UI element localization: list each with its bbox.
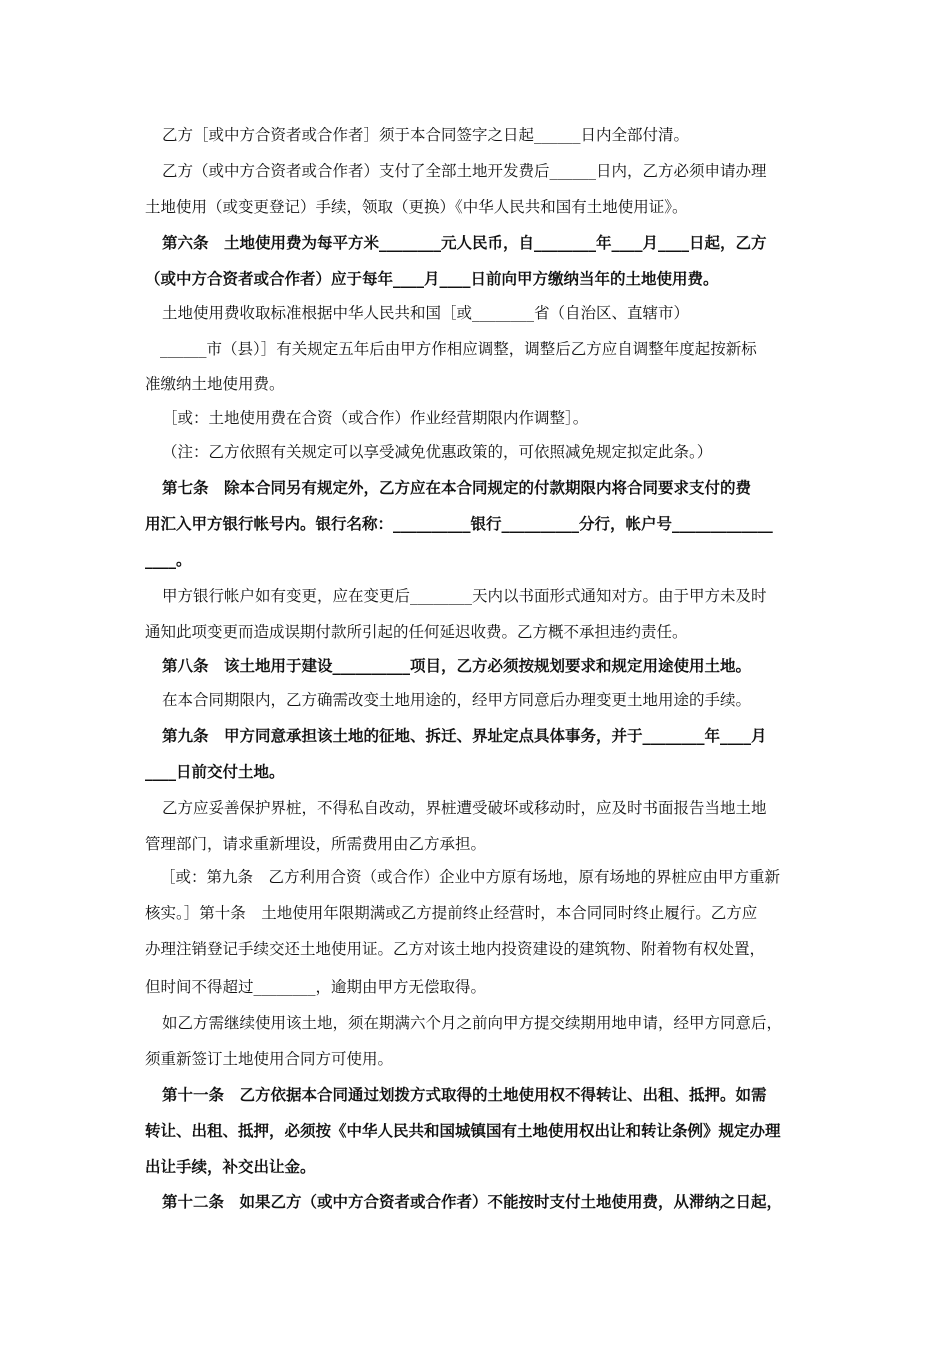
text-line: 乙方（或中方合资者或合作者）支付了全部土地开发费后______日内，乙方必须申请办理	[162, 162, 767, 180]
article-9-line: 第九条 甲方同意承担该土地的征地、拆迁、界址定点具体事务，并于________年____月	[162, 726, 767, 745]
text-line: 准缴纳土地使用费。	[145, 375, 285, 393]
text-line: 办理注销登记手续交还土地使用证。乙方对该土地内投资建设的建筑物、附着物有权处置，	[145, 940, 766, 958]
text-line: ［或：土地使用费在合资（或合作）作业经营期限内作调整］。	[162, 409, 589, 427]
article-7-line: 第七条 除本合同另有规定外，乙方应在本合同规定的付款期限内将合同要求支付的费	[162, 478, 752, 497]
text-line: 土地使用费收取标准根据中华人民共和国［或________省（自治区、直辖市）	[162, 304, 690, 322]
article-11-line: 第十一条 乙方依据本合同通过划拨方式取得的土地使用权不得转让、出租、抵押。如需	[162, 1085, 767, 1104]
text-line: 但时间不得超过________，逾期由甲方无偿取得。	[145, 978, 487, 996]
text-line: 乙方［或中方合资者或合作者］须于本合同签字之日起______日内全部付清。	[162, 126, 690, 144]
text-line: 在本合同期限内，乙方确需改变土地用途的，经甲方同意后办理变更土地用途的手续。	[162, 691, 752, 709]
text-line: 管理部门，请求重新埋设，所需费用由乙方承担。	[145, 835, 487, 853]
note-line: （注：乙方依照有关规定可以享受减免优惠政策的，可依照减免规定拟定此条。）	[162, 443, 713, 461]
article-12-line: 第十二条 如果乙方（或中方合资者或合作者）不能按时支付土地使用费，从滞纳之日起，	[162, 1192, 783, 1211]
article-8-line: 第八条 该土地用于建设__________项目，乙方必须按规划要求和规定用途使用土地。	[162, 656, 752, 675]
text-line: 乙方应妥善保护界桩，不得私自改动，界桩遭受破坏或移动时，应及时书面报告当地土地	[162, 799, 767, 817]
text-line: 通知此项变更而造成误期付款所引起的任何延迟收费。乙方概不承担违约责任。	[145, 623, 688, 641]
article-9-line: ____日前交付土地。	[145, 762, 285, 781]
text-line: ［或：第九条 乙方利用合资（或合作）企业中方原有场地，原有场地的界桩应由甲方重新	[160, 868, 781, 886]
article-6-line: （或中方合资者或合作者）应于每年____月____日前向甲方缴纳当年的土地使用费。	[145, 269, 719, 288]
article-6-line: 第六条 土地使用费为每平方米________元人民币，自________年____月____日起，乙方	[162, 233, 767, 252]
text-line: 土地使用（或变更登记）手续，领取（更换）《中华人民共和国有土地使用证》。	[145, 198, 688, 216]
text-line: 甲方银行帐户如有变更，应在变更后________天内以书面形式通知对方。由于甲方未及时	[162, 587, 767, 605]
text-line: 须重新签订土地使用合同方可使用。	[145, 1050, 394, 1068]
article-7-line: 用汇入甲方银行帐号内。银行名称：__________银行__________分行，帐户号_____________	[145, 514, 773, 533]
text-line: 核实。］第十条 土地使用年限期满或乙方提前终止经营时，本合同同时终止履行。乙方应	[145, 904, 758, 922]
text-line: 如乙方需继续使用该土地，须在期满六个月之前向甲方提交续期用地申请，经甲方同意后，	[162, 1014, 783, 1032]
text-line: ______市（县）］有关规定五年后由甲方作相应调整，调整后乙方应自调整年度起按新标	[160, 340, 757, 358]
article-7-line: ____。	[145, 550, 192, 569]
article-11-line: 出让手续，补交出让金。	[145, 1157, 316, 1176]
article-11-line: 转让、出租、抵押，必须按《中华人民共和国城镇国有土地使用权出让和转让条例》规定办理	[145, 1121, 781, 1140]
